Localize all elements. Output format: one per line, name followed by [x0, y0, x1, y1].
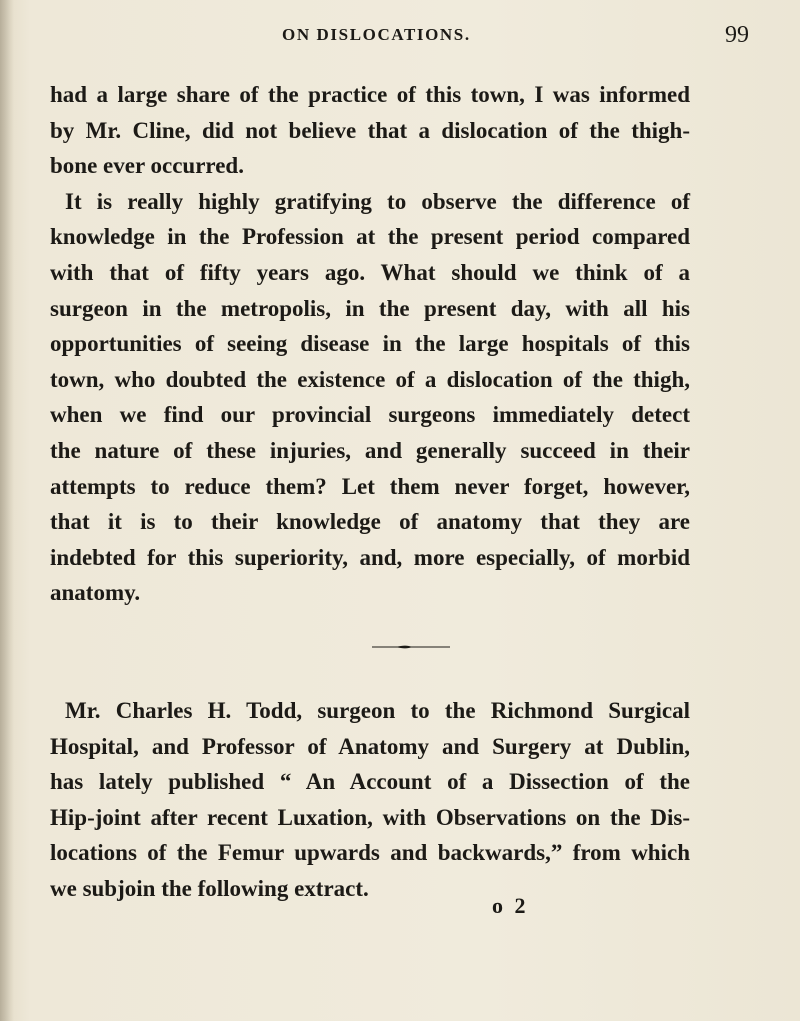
text-line: we subjoin the following extract.: [50, 875, 369, 901]
text-line: has lately published “ An Account of a Dissection of the: [50, 769, 690, 795]
text-line: Mr. Charles H. Todd, surgeon to the Richmond Surgical: [65, 698, 690, 723]
signature-mark: o 2: [492, 893, 529, 918]
text-line: with that of fifty years ago. What should we think of a: [50, 259, 690, 285]
text-line: had a large share of the practice of this town, I was informed: [50, 82, 690, 107]
text-line: knowledge in the Profession at the present period compared: [50, 224, 690, 250]
text-line: when we find our provincial surgeons immediately detect: [50, 402, 690, 428]
text-line: opportunities of seeing disease in the large hospitals of this: [50, 331, 690, 357]
text-line: the nature of these injuries, and generally succeed in their: [50, 437, 690, 463]
text-line: It is really highly gratifying to observe the difference of: [65, 188, 690, 214]
text-line: Hospital, and Professor of Anatomy and Surgery at Dublin,: [50, 733, 690, 759]
text-line: Hip-joint after recent Luxation, with Observations on the Dis-: [50, 804, 690, 830]
text-line: by Mr. Cline, did not believe that a dislocation of the thigh-: [50, 117, 690, 143]
binding-shadow: [0, 0, 14, 1021]
text-line: anatomy.: [50, 580, 141, 606]
text-line: that it is to their knowledge of anatomy that they are: [50, 509, 690, 535]
page-number: 99: [725, 22, 749, 48]
text-line: attempts to reduce them? Let them never forget, however,: [50, 473, 690, 499]
body-text-continued: [50, 693, 690, 907]
text-line: bone ever occurred.: [50, 153, 244, 179]
section-divider-ornament: [372, 644, 450, 650]
text-line: surgeon in the metropolis, in the present day, with all his: [50, 295, 690, 321]
text-line: indebted for this superiority, and, more especially, of morbid: [50, 544, 690, 570]
text-line: locations of the Femur upwards and backwards,” from which: [50, 840, 690, 866]
page-header: [0, 22, 800, 55]
body-text: [50, 77, 690, 611]
running-head: ON DISLOCATIONS.: [282, 25, 471, 44]
text-line: town, who doubted the existence of a dislocation of the thigh,: [50, 366, 690, 392]
